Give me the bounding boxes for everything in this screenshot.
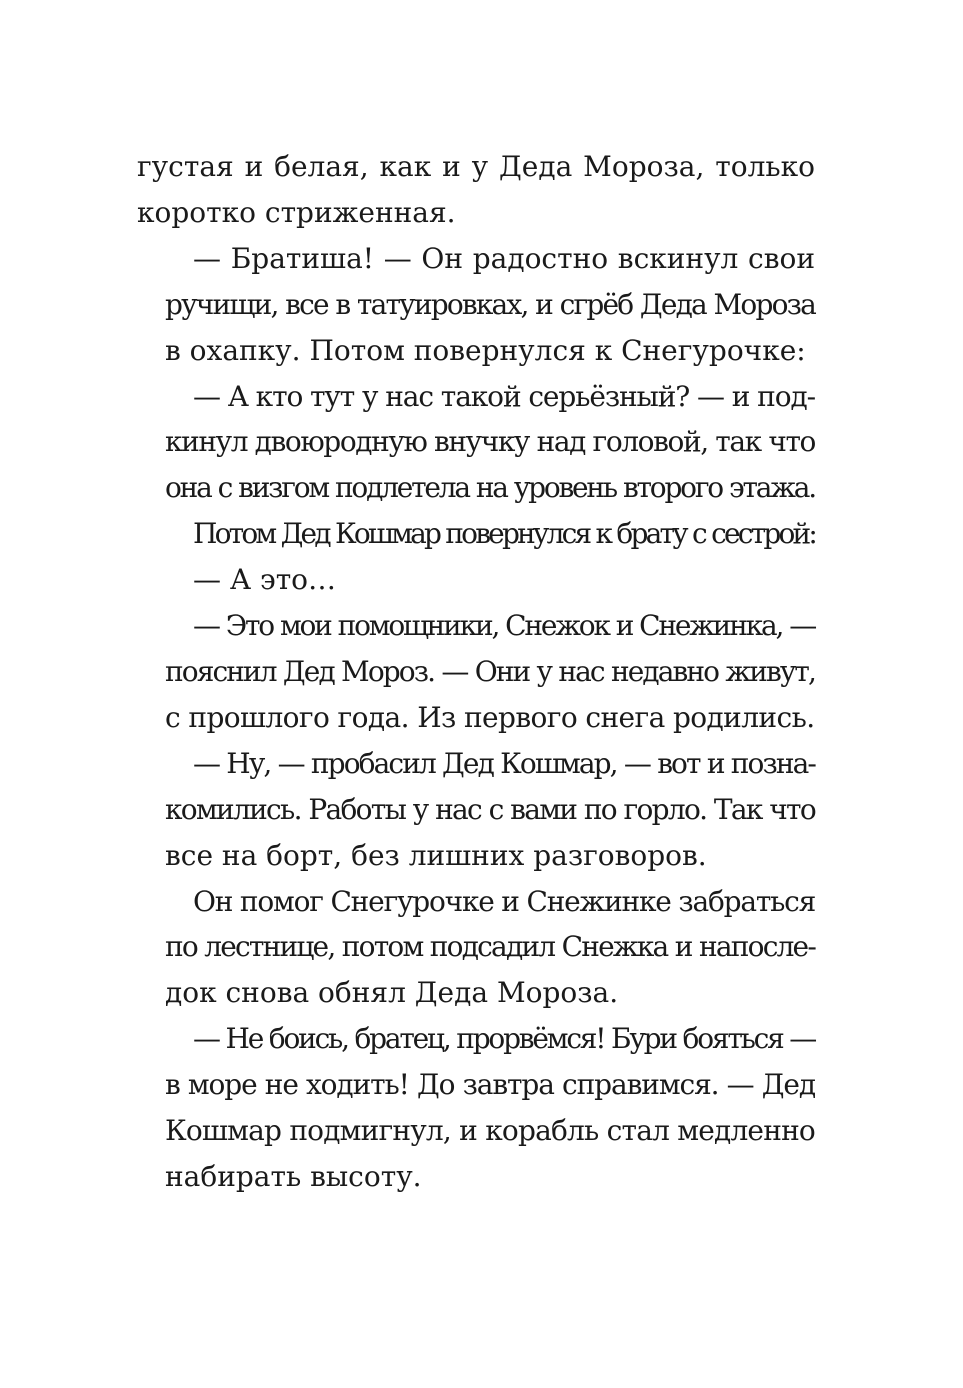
text-line: в море не ходить! До завтра справимся. — Дед	[165, 1068, 815, 1102]
paragraph	[137, 374, 815, 512]
text-line: по лестнице, потом подсадил Снежка и напосле-	[165, 930, 815, 964]
paragraph	[137, 511, 815, 557]
text-line: с прошлого года. Из первого снега родились.	[165, 700, 815, 734]
paragraph	[137, 236, 815, 374]
text-line: Кошмар подмигнул, и корабль стал медленно	[165, 1114, 815, 1148]
paragraph	[137, 557, 815, 603]
text-line: док снова обнял Деда Мороза.	[165, 976, 619, 1010]
text-line: Он помог Снегурочке и Снежинке забраться	[193, 884, 816, 918]
text-line: комились. Работы у нас с вами по горло. Так что	[165, 792, 815, 826]
text-line: — Это мои помощники, Снежок и Снежинка, —	[193, 609, 815, 643]
text-line: она с визгом подлетела на уровень второго этажа.	[165, 471, 815, 505]
text-line: — Не боись, братец, прорвёмся! Бури бояться —	[193, 1022, 816, 1056]
paragraph	[137, 603, 815, 741]
paragraph	[137, 1016, 815, 1200]
text-line: все на борт, без лишних разговоров.	[165, 838, 707, 872]
text-line: кинул двоюродную внучку над головой, так что	[165, 425, 815, 459]
paragraph	[137, 879, 815, 1017]
text-line: в охапку. Потом повернулся к Снегурочке:	[165, 333, 806, 367]
body-text	[137, 144, 815, 1200]
text-line: — А кто тут у нас такой серьёзный? — и под-	[193, 379, 815, 413]
text-line: Потом Дед Кошмар повернулся к брату с сестрой:	[193, 517, 815, 551]
text-line: — А это…	[193, 563, 337, 597]
text-line: пояснил Дед Мороз. — Они у нас недавно живут,	[165, 654, 815, 688]
text-line: набирать высоту.	[165, 1159, 422, 1193]
text-line: — Братиша! — Он радостно вскинул свои	[193, 241, 815, 275]
text-line: коротко стриженная.	[137, 195, 456, 229]
paragraph	[137, 144, 815, 236]
text-line: густая и белая, как и у Деда Мороза, только	[137, 150, 815, 183]
text-line: — Ну, — пробасил Дед Кошмар, — вот и позна-	[193, 746, 815, 780]
text-line: ручищи, все в татуировках, и сгрёб Деда Мороза	[165, 287, 815, 321]
paragraph	[137, 741, 815, 879]
